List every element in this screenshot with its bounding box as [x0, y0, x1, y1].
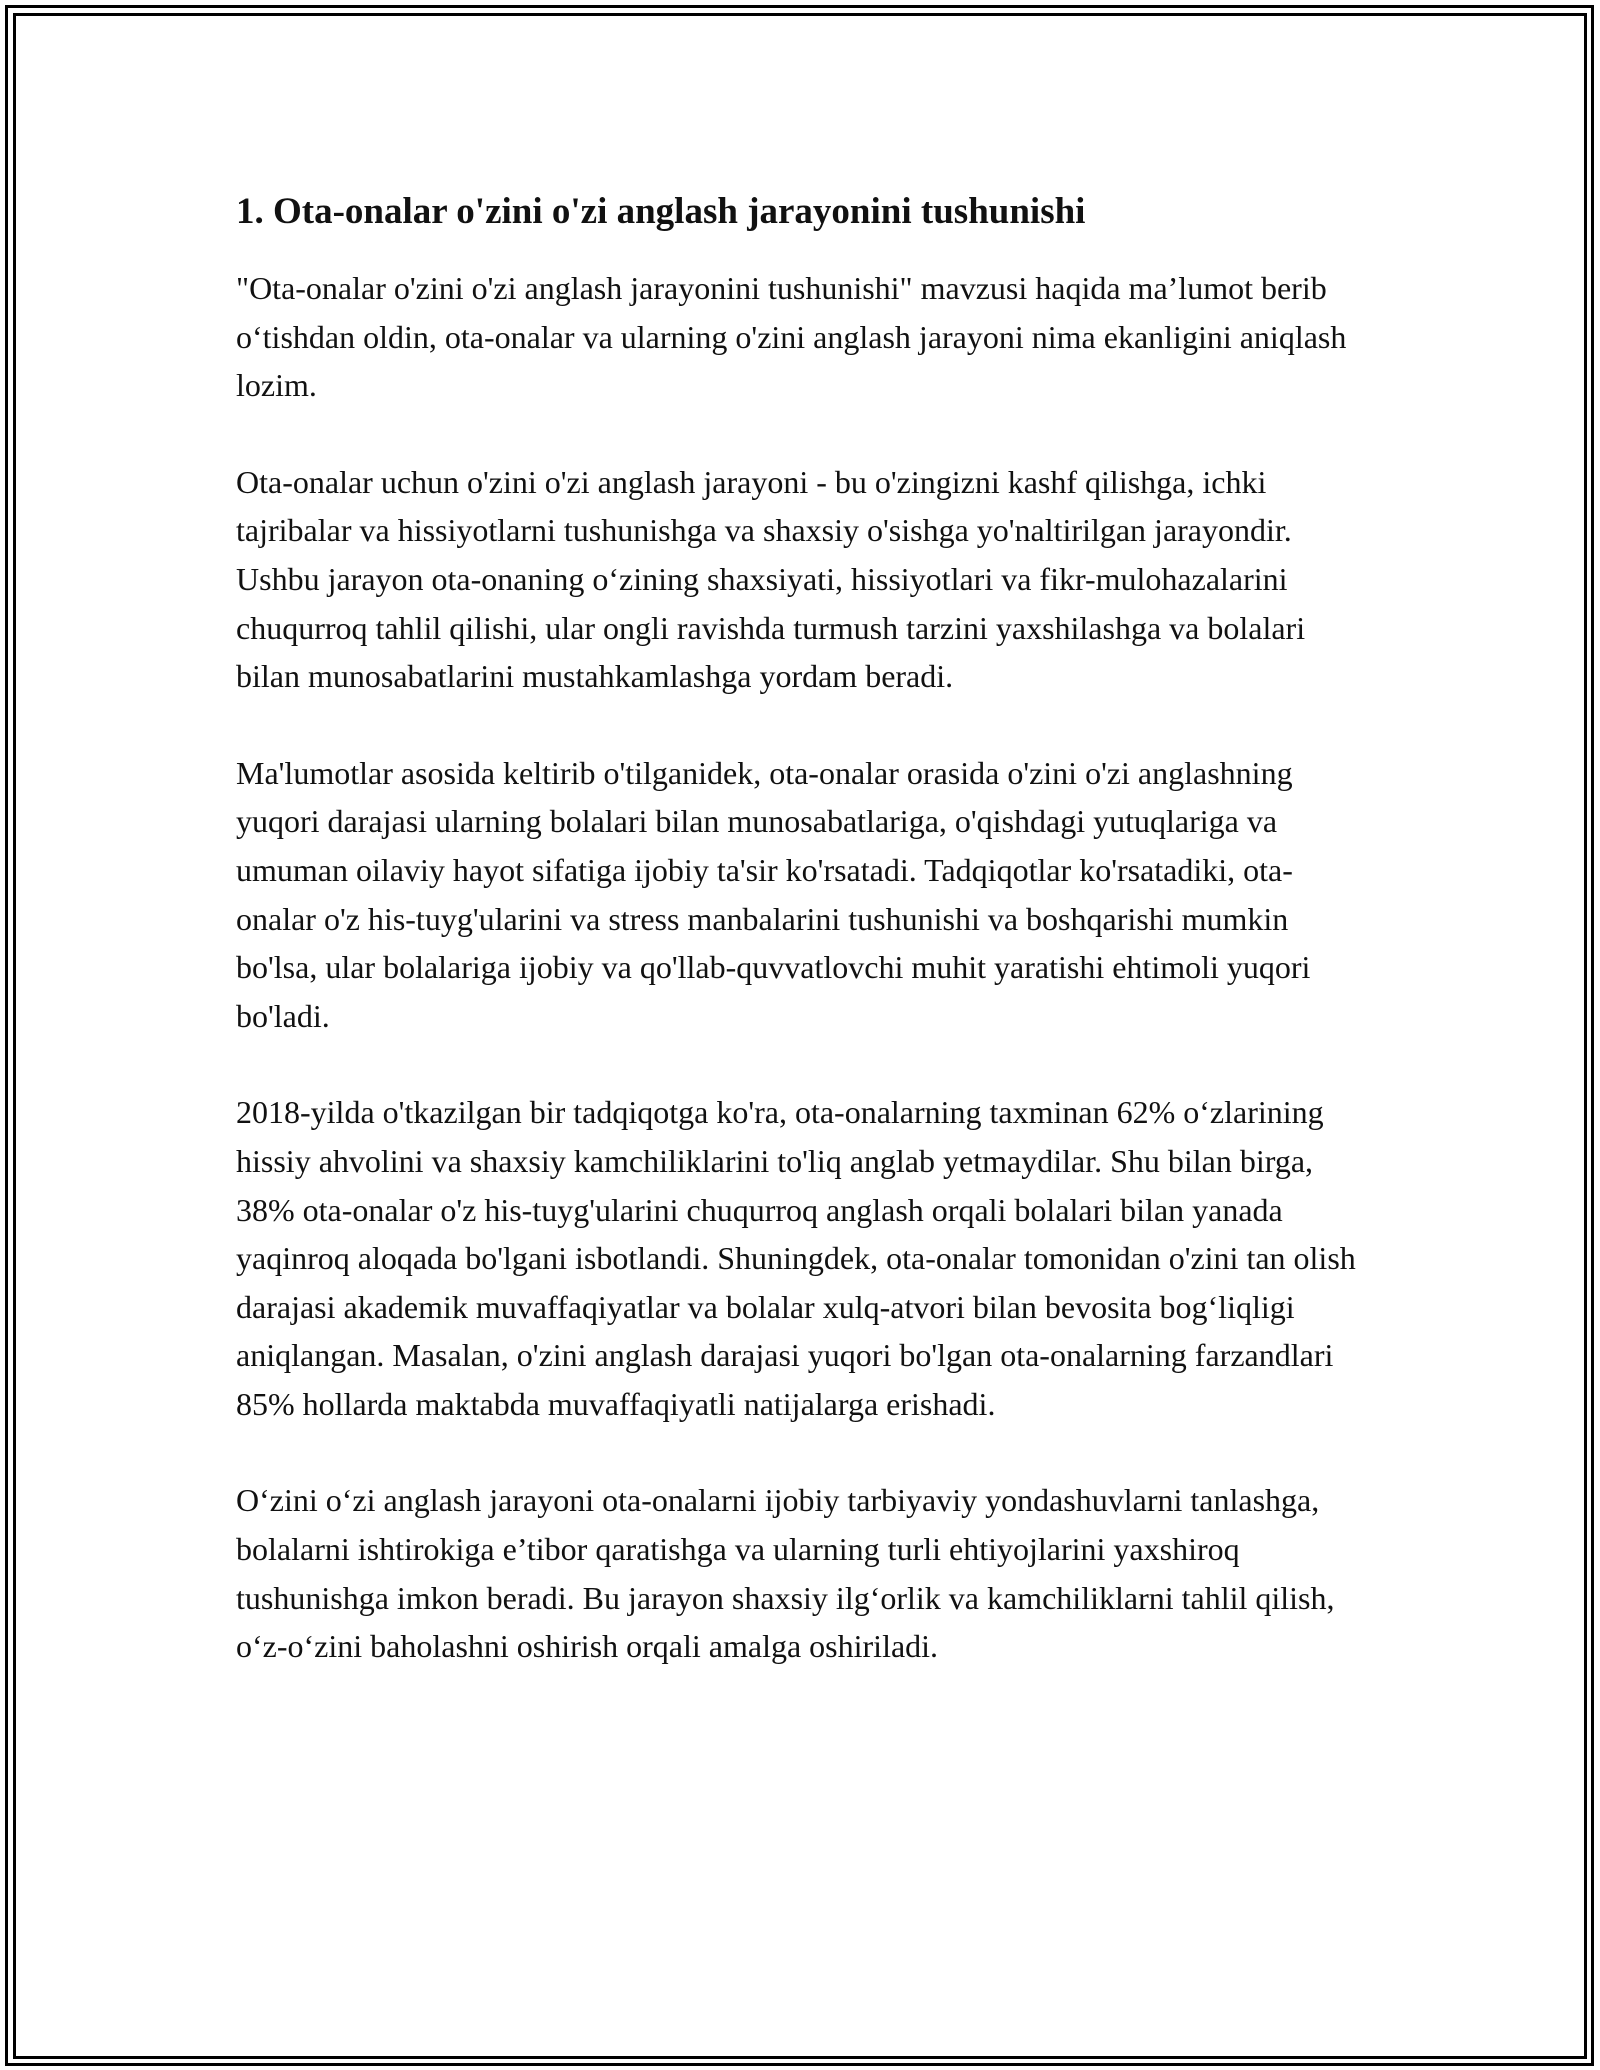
paragraph-research-impact: Ma'lumotlar asosida keltirib o'tilganidek, ota-onalar orasida o'zini o'zi anglashning yuqori darajasi ularning bolalari bilan munosabatlariga, o'qishdagi yutuqlariga va umuman oilaviy hayot sifatiga ijobiy ta'sir ko'rsatadi. Tadqiqotlar ko'rsatadiki, ota-onalar o'z his-tuyg'ularini va stress manbalarini tushunishi va boshqarishi mumkin bo'lsa, ular bolalariga ijobiy va qo'llab-quvvatlovchi muhit yaratishi ehtimoli yuqori bo'ladi. [236, 754, 1311, 1034]
paragraph-definition: Ota-onalar uchun o'zini o'zi anglash jarayoni - bu o'zingizni kashf qilishga, ichki tajribalar va hissiyotlarni tushunishga va shaxsiy o'sishga yo'naltirilgan jarayondir. Ushbu jarayon ota-onaning o‘zining shaxsiyati, hissiyotlari va fikr-mulohazalarini chuqurroq tahlil qilishi, ular ongli ravishda turmush tarzini yaxshilashga va bolalari bilan munosabatlarini mustahkamlashga yordam beradi. [236, 463, 1306, 695]
section-heading: 1. Ota-onalar o'zini o'zi anglash jarayonini tushunishi [236, 191, 1086, 232]
paragraph-conclusion: O‘zini o‘zi anglash jarayoni ota-onalarni ijobiy tarbiyaviy yondashuvlarni tanlashga, bolalarni ishtirokiga e’tibor qaratishga va ularning turli ehtiyojlarini yaxshiroq tushunishga imkon beradi. Bu jarayon shaxsiy ilg‘orlik va kamchiliklarni tahlil qilish, o‘z-o‘zini baholashni oshirish orqali amalga oshiriladi. [236, 1482, 1335, 1665]
document-body [236, 186, 1366, 1671]
paragraph-statistics: 2018-yilda o'tkazilgan bir tadqiqotga ko'ra, ota-onalarning taxminan 62% o‘zlarining hissiy ahvolini va shaxsiy kamchiliklarini to'liq anglab yetmaydilar. Shu bilan birga, 38% ota-onalar o'z his-tuyg'ularini chuqurroq anglash orqali bolalari bilan yanada yaqinroq aloqada bo'lgani isbotlandi. Shuningdek, ota-onalar tomonidan o'zini tan olish darajasi akademik muvaffaqiyatlar va bolalar xulq-atvori bilan bevosita bog‘liqligi aniqlangan. Masalan, o'zini anglash darajasi yuqori bo'lgan ota-onalarning farzandlari 85% hollarda maktabda muvaffaqiyatli natijalarga erishadi. [236, 1094, 1356, 1422]
paragraph-intro: "Ota-onalar o'zini o'zi anglash jarayonini tushunishi" mavzusi haqida ma’lumot berib o‘tishdan oldin, ota-onalar va ularning o'zini anglash jarayoni nima ekanligini aniqlash lozim. [236, 270, 1347, 404]
